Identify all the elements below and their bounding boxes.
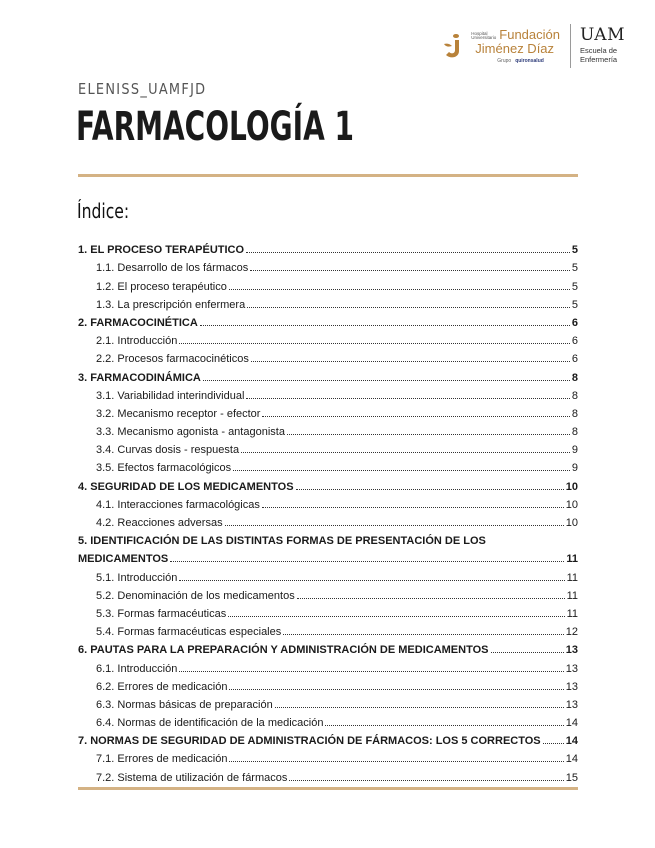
toc-page-number: 15 bbox=[565, 771, 578, 784]
toc-page-number: 10 bbox=[565, 498, 578, 511]
toc-dot-leader bbox=[179, 343, 570, 344]
toc-entry-label: 2.1. Introducción bbox=[96, 335, 178, 348]
toc-entry-label: 4.1. Interacciones farmacológicas bbox=[96, 498, 260, 511]
toc-dot-leader bbox=[296, 489, 564, 490]
toc-dot-leader bbox=[283, 634, 564, 635]
toc-page-number: 14 bbox=[565, 735, 578, 748]
toc-subsection-entry[interactable] bbox=[78, 456, 578, 474]
toc-entry-label: 6.1. Introducción bbox=[96, 662, 178, 675]
toc-page-number: 14 bbox=[565, 717, 578, 730]
toc-entry-label: 6.3. Normas básicas de preparación bbox=[96, 698, 273, 711]
toc-dot-leader bbox=[229, 289, 570, 290]
toc-entry-label: 1.2. El proceso terapéutico bbox=[96, 280, 227, 293]
toc-page-number: 13 bbox=[565, 662, 578, 675]
toc-page-number: 5 bbox=[571, 298, 578, 311]
toc-entry-label: 4.2. Reacciones adversas bbox=[96, 517, 223, 529]
toc-page-number: 8 bbox=[571, 389, 578, 402]
toc-subsection-entry[interactable] bbox=[78, 402, 578, 420]
toc-page-number: 13 bbox=[565, 644, 578, 657]
toc-entry-label: 6.4. Normas de identificación de la medicación bbox=[96, 717, 324, 730]
toc-entry-label: 1. EL PROCESO TERAPÉUTICO bbox=[78, 244, 245, 257]
toc-dot-leader bbox=[325, 725, 563, 726]
toc-subsection-entry[interactable] bbox=[78, 675, 578, 693]
toc-dot-leader bbox=[250, 270, 570, 271]
toc-dot-leader bbox=[275, 707, 564, 708]
toc-subsection-entry[interactable] bbox=[78, 384, 578, 402]
toc-entry-label: 3.3. Mecanismo agonista - antagonista bbox=[96, 426, 285, 439]
toc-entry-label: 5.2. Denominación de los medicamentos bbox=[96, 589, 295, 602]
uam-logo bbox=[580, 27, 625, 64]
uam-sub-line2: Enfermería bbox=[580, 55, 618, 64]
toc-dot-leader bbox=[251, 361, 570, 362]
toc-page-number: 5 bbox=[571, 262, 578, 275]
toc-subsection-entry[interactable] bbox=[78, 711, 578, 729]
toc-dot-leader bbox=[203, 380, 570, 381]
toc-dot-leader bbox=[233, 470, 570, 471]
toc-dot-leader bbox=[543, 743, 564, 744]
toc-entry-label: 5.4. Formas farmacéuticas especiales bbox=[96, 626, 282, 639]
toc-entry-label: 2.2. Procesos farmacocinéticos bbox=[96, 353, 249, 366]
toc-entry-label: 7.1. Errores de medicación bbox=[96, 753, 228, 766]
fjd-name-line2: Jiménez Díaz bbox=[475, 41, 555, 56]
toc-page-number: 9 bbox=[571, 444, 578, 457]
toc-subsection-entry[interactable] bbox=[78, 602, 578, 620]
fjd-small-top: Hospital bbox=[471, 30, 488, 36]
toc-dot-leader bbox=[241, 452, 570, 453]
toc-page-number: 14 bbox=[565, 753, 578, 766]
toc-section-entry[interactable] bbox=[78, 474, 578, 492]
toc-page-number: 8 bbox=[571, 426, 578, 439]
toc-subsection-entry[interactable] bbox=[78, 293, 578, 311]
toc-dot-leader bbox=[289, 780, 563, 781]
toc-subsection-entry[interactable] bbox=[78, 620, 578, 638]
toc-section-entry[interactable] bbox=[78, 238, 578, 256]
toc-entry-label-continued: MEDICAMENTOS bbox=[78, 553, 169, 566]
toc-subsection-entry[interactable] bbox=[78, 347, 578, 365]
uam-sub-line1: Escuela de bbox=[580, 46, 618, 56]
toc-page-number: 6 bbox=[571, 353, 578, 366]
toc-subsection-entry[interactable] bbox=[78, 565, 578, 583]
top-divider bbox=[78, 174, 578, 177]
toc-dot-leader bbox=[247, 307, 570, 308]
toc-page-number: 11 bbox=[566, 553, 578, 566]
fjd-logo-mark-icon bbox=[441, 32, 467, 60]
toc-entry-label: 1.3. La prescripción enfermera bbox=[96, 298, 246, 311]
toc-subsection-entry[interactable] bbox=[78, 511, 578, 529]
uam-mark: UAM bbox=[580, 25, 625, 46]
toc-entry-label: 3.1. Variabilidad interindividual bbox=[96, 389, 245, 402]
toc-subsection-entry[interactable] bbox=[78, 420, 578, 438]
toc-subsection-entry[interactable] bbox=[78, 438, 578, 456]
toc-dot-leader bbox=[225, 525, 564, 526]
toc-dot-leader bbox=[262, 507, 564, 508]
toc-page-number: 9 bbox=[571, 462, 578, 475]
toc-entry-label: 3.4. Curvas dosis - respuesta bbox=[96, 444, 240, 457]
toc-dot-leader bbox=[179, 580, 564, 581]
toc-page-number: 13 bbox=[565, 698, 578, 711]
toc-dot-leader bbox=[297, 598, 565, 599]
toc-entry-label: 1.1. Desarrollo de los fármacos bbox=[96, 262, 249, 275]
toc-subsection-entry[interactable] bbox=[78, 765, 578, 783]
toc-page-number: 5 bbox=[571, 244, 578, 257]
toc-entry-label: 7. NORMAS DE SEGURIDAD DE ADMINISTRACIÓN DE FÁRMACOS: LOS 5 CORRECTOS bbox=[78, 735, 541, 748]
toc-dot-leader bbox=[170, 561, 564, 562]
toc-page-number: 8 bbox=[571, 371, 578, 384]
toc-page-number: 11 bbox=[566, 589, 578, 602]
toc-page-number: 10 bbox=[565, 480, 578, 493]
toc-entry-label: 6.2. Errores de medicación bbox=[96, 680, 228, 693]
toc-page-number: 10 bbox=[565, 517, 578, 529]
toc-entry-label: 3.5. Efectos farmacológicos bbox=[96, 462, 232, 475]
header-logos bbox=[441, 22, 625, 70]
toc-subsection-entry[interactable] bbox=[78, 584, 578, 602]
toc-subsection-entry[interactable] bbox=[78, 329, 578, 347]
toc-page-number: 11 bbox=[566, 571, 578, 584]
toc-page-number: 12 bbox=[565, 626, 578, 639]
toc-dot-leader bbox=[179, 671, 563, 672]
toc-dot-leader bbox=[262, 416, 569, 417]
toc-page-number: 8 bbox=[571, 407, 578, 420]
toc-dot-leader bbox=[200, 325, 570, 326]
toc-entry-label: 5. IDENTIFICACIÓN DE LAS DISTINTAS FORMAS DE PRESENTACIÓN DE LOS bbox=[78, 535, 486, 548]
page-title: FARMACOLOGÍA 1 bbox=[76, 104, 354, 150]
quironsalud-brand: quironsalud bbox=[515, 58, 544, 64]
toc-dot-leader bbox=[287, 434, 570, 435]
document-kicker: ELENISS_UAMFJD bbox=[78, 80, 207, 98]
toc-section-entry[interactable] bbox=[78, 729, 578, 747]
logo-divider bbox=[570, 24, 571, 68]
toc-section-entry[interactable] bbox=[78, 365, 578, 383]
toc-section-entry[interactable] bbox=[78, 529, 578, 565]
toc-page-number: 6 bbox=[571, 335, 578, 348]
fjd-logo bbox=[441, 28, 560, 64]
fjd-name-line1: Fundación bbox=[499, 27, 560, 42]
toc-page-number: 5 bbox=[571, 280, 578, 293]
toc-dot-leader bbox=[229, 761, 563, 762]
table-of-contents bbox=[78, 238, 578, 784]
bottom-divider bbox=[78, 787, 578, 790]
toc-page-number: 11 bbox=[566, 607, 578, 620]
toc-entry-label: 3. FARMACODINÁMICA bbox=[78, 371, 201, 384]
fjd-group-label: Grupo bbox=[497, 58, 512, 64]
toc-dot-leader bbox=[228, 616, 564, 617]
toc-entry-label: 5.1. Introducción bbox=[96, 571, 178, 584]
toc-section-entry[interactable] bbox=[78, 638, 578, 656]
toc-entry-label: 6. PAUTAS PARA LA PREPARACIÓN Y ADMINISTRACIÓN DE MEDICAMENTOS bbox=[78, 644, 489, 657]
toc-dot-leader bbox=[229, 689, 563, 690]
fjd-small-bottom: Universitario bbox=[471, 35, 497, 41]
toc-entry-label: 3.2. Mecanismo receptor - efector bbox=[96, 407, 261, 420]
toc-page-number: 6 bbox=[571, 316, 578, 329]
toc-section-entry[interactable] bbox=[78, 311, 578, 329]
toc-subsection-entry[interactable] bbox=[78, 747, 578, 765]
toc-dot-leader bbox=[246, 398, 569, 399]
toc-subsection-entry[interactable] bbox=[78, 656, 578, 674]
toc-page-number: 13 bbox=[565, 680, 578, 693]
toc-entry-label: 4. SEGURIDAD DE LOS MEDICAMENTOS bbox=[78, 480, 294, 493]
toc-dot-leader bbox=[246, 252, 570, 253]
index-title: Índice: bbox=[77, 199, 130, 223]
toc-subsection-entry[interactable] bbox=[78, 256, 578, 274]
toc-entry-label: 7.2. Sistema de utilización de fármacos bbox=[96, 771, 288, 784]
toc-subsection-entry[interactable] bbox=[78, 493, 578, 511]
toc-entry-label: 5.3. Formas farmacéuticas bbox=[96, 607, 227, 620]
toc-subsection-entry[interactable] bbox=[78, 693, 578, 711]
toc-entry-label: 2. FARMACOCINÉTICA bbox=[78, 316, 198, 329]
toc-dot-leader bbox=[491, 652, 564, 653]
toc-subsection-entry[interactable] bbox=[78, 274, 578, 292]
